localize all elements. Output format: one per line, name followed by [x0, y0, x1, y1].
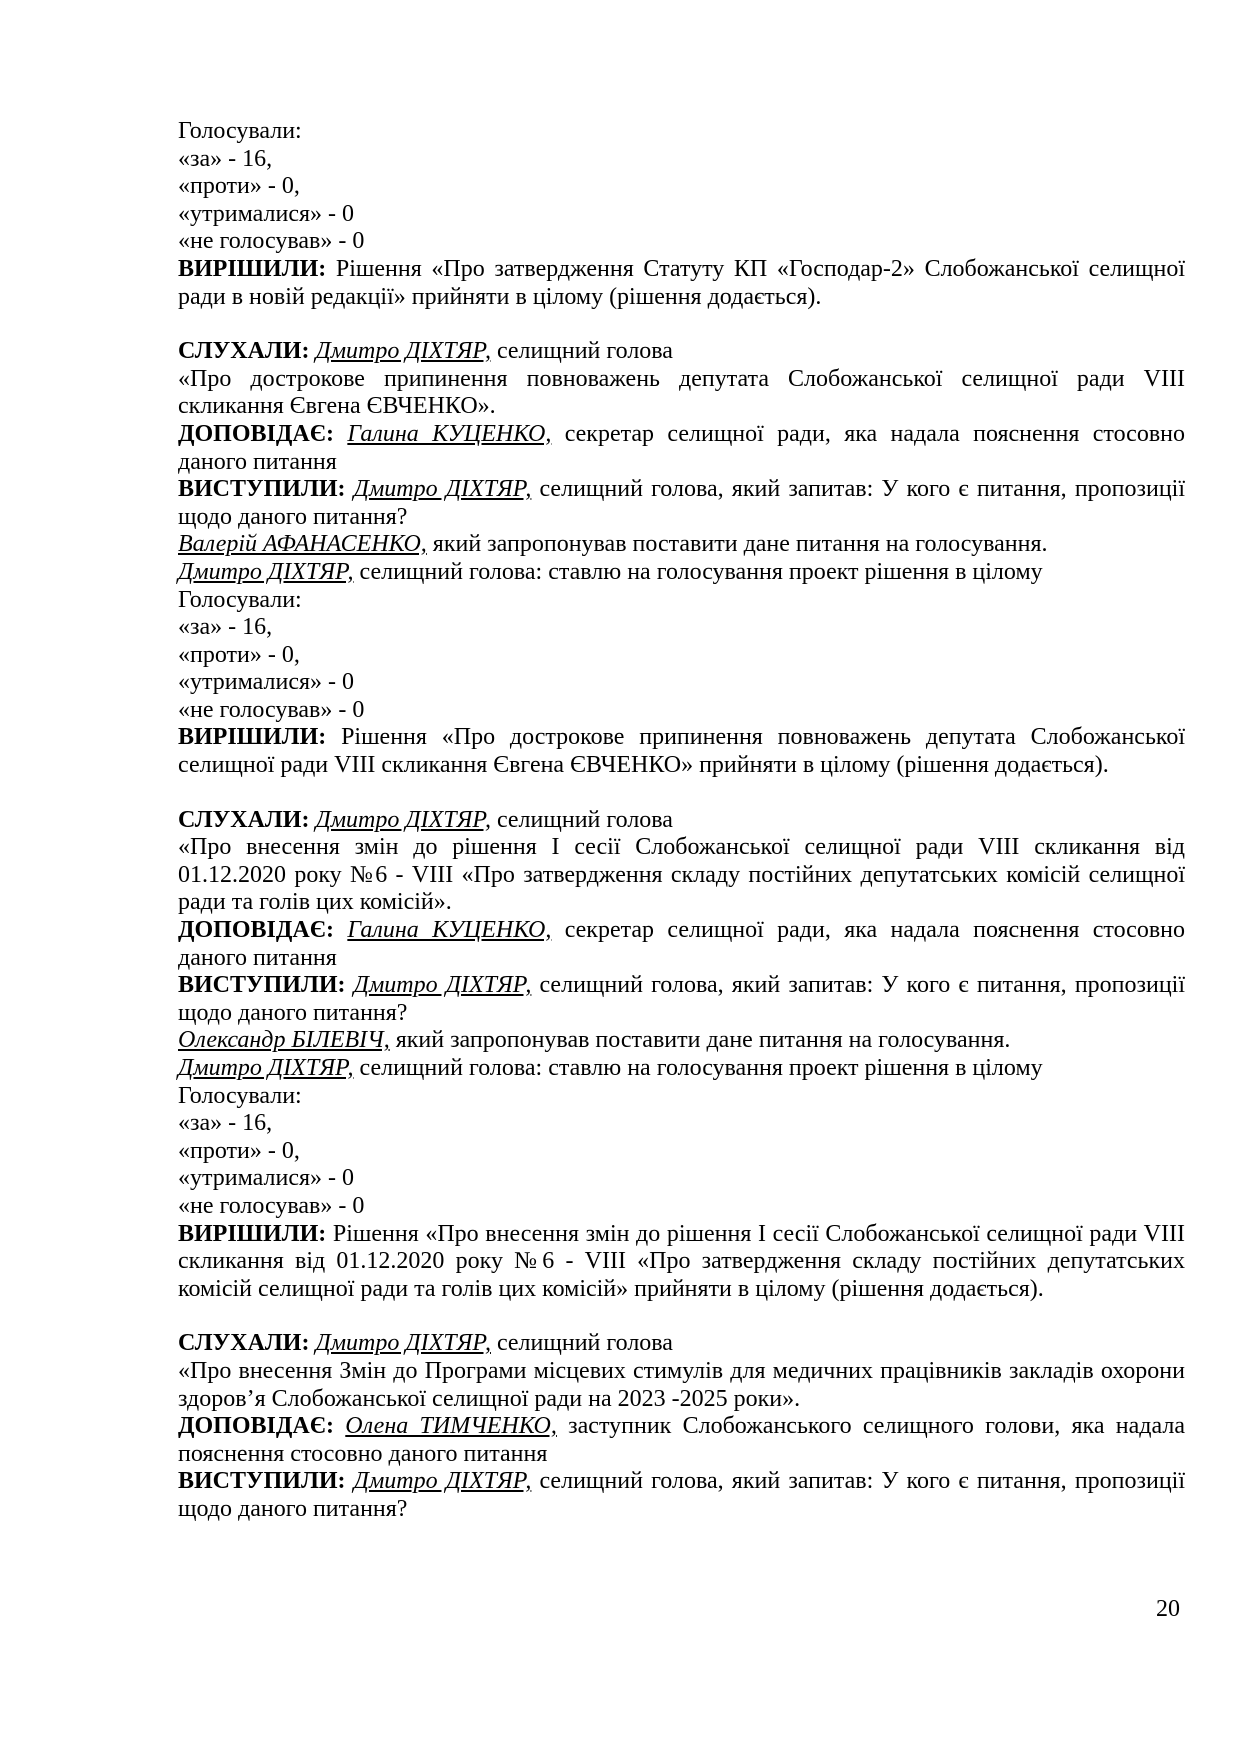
report-name: Олена ТИМЧЕНКО,: [345, 1413, 557, 1440]
chair-text: селищний голова: ставлю на голосування проект рішення в цілому: [353, 1055, 1043, 1081]
decided-label: ВИРІШИЛИ:: [178, 724, 327, 751]
heard-line: [178, 807, 1185, 835]
decision-paragraph: [178, 256, 1185, 311]
vote-against: «проти» - 0,: [178, 1137, 300, 1164]
heard-role: селищний голова: [490, 338, 673, 365]
vote-for: «за» - 16,: [178, 145, 273, 172]
report-label: ДОПОВІДАЄ:: [178, 1413, 334, 1440]
spoke-label: ВИСТУПИЛИ:: [178, 476, 346, 503]
vote-abstained: «утрималися» - 0: [178, 1165, 355, 1192]
agenda-item-medical-program: [178, 1330, 1185, 1523]
report-name: Галина КУЦЕНКО,: [347, 917, 552, 944]
heard-label: СЛУХАЛИ:: [178, 806, 310, 833]
vote-not-voted: «не голосував» - 0: [178, 228, 365, 255]
spoke-name: Дмитро ДІХТЯР,: [353, 972, 532, 999]
spoke-text: селищний голова, який запитав: У кого є питання, пропозиції щодо даного питання?: [178, 1468, 1186, 1522]
decided-text: Рішення «Про внесення змін до рішення І сесії Слобожанської селищної ради VIII скликання від 01.12.2020 року №6 - VIII «Про затвердження складу постійних депутатських комісій селищної ради та голів цих комісій» прийняти в цілому (рішення додається).: [178, 1220, 1185, 1302]
report-name: Галина КУЦЕНКО,: [347, 420, 552, 447]
proposer-text: який запропонував поставити дане питання на голосування.: [389, 1027, 1011, 1054]
spoke-paragraph: [178, 476, 1185, 531]
heard-role: селищний голова: [490, 1330, 673, 1357]
decision-paragraph: [178, 1221, 1185, 1304]
proposer-name: Валерій АФАНАСЕНКО,: [178, 531, 427, 558]
heard-name: Дмитро ДІХТЯР,: [315, 338, 491, 365]
vote-against: «проти» - 0,: [178, 173, 300, 200]
proposer-text: який запропонував поставити дане питання на голосування.: [426, 531, 1048, 558]
voted-label: Голосували:: [178, 586, 302, 613]
page-number: 20: [1156, 1596, 1180, 1622]
report-paragraph: [178, 917, 1185, 972]
vote-block-statute: [178, 118, 1185, 311]
voted-label: Голосували:: [178, 1082, 302, 1109]
spoke-paragraph: [178, 972, 1185, 1027]
report-text: секретар селищної ради, яка надала пояснення стосовно даного питання: [178, 420, 1186, 475]
decided-label: ВИРІШИЛИ:: [178, 255, 327, 282]
chair-paragraph: [178, 1055, 1185, 1083]
report-label: ДОПОВІДАЄ:: [178, 420, 334, 447]
spoke-label: ВИСТУПИЛИ:: [178, 1468, 346, 1495]
heard-line: [178, 1330, 1185, 1358]
heard-line: [178, 338, 1185, 366]
chair-text: селищний голова: ставлю на голосування проект рішення в цілому: [353, 558, 1043, 585]
vote-for: «за» - 16,: [178, 614, 273, 641]
decided-text: Рішення «Про дострокове припинення повноважень депутата Слобожанської селищної ради VIII скликання Євгена ЄВЧЕНКО» прийняти в цілому (рішення додається).: [178, 724, 1185, 779]
heard-label: СЛУХАЛИ:: [178, 1330, 310, 1357]
vote-against: «проти» - 0,: [178, 641, 300, 668]
report-paragraph: [178, 1413, 1185, 1468]
agenda-item-commissions: [178, 807, 1185, 1304]
vote-not-voted: «не голосував» - 0: [178, 1192, 365, 1219]
agenda-item-early-termination: [178, 338, 1185, 780]
spoke-text: селищний голова, який запитав: У кого є питання, пропозиції щодо даного питання?: [178, 476, 1186, 530]
proposer-paragraph: [178, 1027, 1185, 1055]
vote-not-voted: «не голосував» - 0: [178, 696, 365, 723]
chair-name: Дмитро ДІХТЯР,: [178, 1055, 354, 1081]
report-paragraph: [178, 421, 1185, 476]
spoke-text: селищний голова, який запитав: У кого є питання, пропозиції щодо даного питання?: [178, 972, 1186, 1026]
topic: «Про внесення Змін до Програми місцевих стимулів для медичних працівників закладів охорони здоров’я Слобожанської селищної ради на 2023 -2025 роки».: [178, 1357, 1185, 1412]
heard-role: селищний голова: [490, 806, 673, 833]
report-text: заступник Слобожанського селищного голови, яка надала пояснення стосовно даного питання: [178, 1413, 1185, 1467]
proposer-name: Олександр БІЛЕВІЧ,: [178, 1027, 390, 1054]
voted-label: Голосували:: [178, 118, 302, 144]
topic: «Про дострокове припинення повноважень депутата Слобожанської селищної ради VIII скликання Євгена ЄВЧЕНКО».: [178, 365, 1185, 420]
vote-abstained: «утрималися» - 0: [178, 200, 355, 227]
topic: «Про внесення змін до рішення І сесії Слобожанської селищної ради VIII скликання від 01.12.2020 року №6 - VIII «Про затвердження складу постійних депутатських комісій селищної ради та голів цих комісій».: [178, 834, 1185, 916]
heard-name: Дмитро ДІХТЯР,: [315, 1330, 491, 1357]
report-text: секретар селищної ради, яка надала пояснення стосовно даного питання: [178, 917, 1186, 971]
heard-name: Дмитро ДІХТЯР,: [315, 806, 491, 833]
proposer-paragraph: [178, 531, 1185, 559]
report-label: ДОПОВІДАЄ:: [178, 917, 334, 944]
decision-paragraph: [178, 724, 1185, 779]
decided-label: ВИРІШИЛИ:: [178, 1220, 327, 1247]
spoke-paragraph: [178, 1468, 1185, 1523]
chair-name: Дмитро ДІХТЯР,: [178, 558, 354, 585]
heard-label: СЛУХАЛИ:: [178, 338, 310, 365]
spoke-label: ВИСТУПИЛИ:: [178, 972, 346, 999]
vote-for: «за» - 16,: [178, 1110, 273, 1137]
chair-paragraph: [178, 559, 1185, 587]
decided-text: Рішення «Про затвердження Статуту КП «Господар-2» Слобожанської селищної ради в новій редакції» прийняти в цілому (рішення додається).: [178, 255, 1185, 310]
spoke-name: Дмитро ДІХТЯР,: [353, 476, 532, 503]
vote-abstained: «утрималися» - 0: [178, 669, 355, 696]
spoke-name: Дмитро ДІХТЯР,: [353, 1468, 532, 1495]
